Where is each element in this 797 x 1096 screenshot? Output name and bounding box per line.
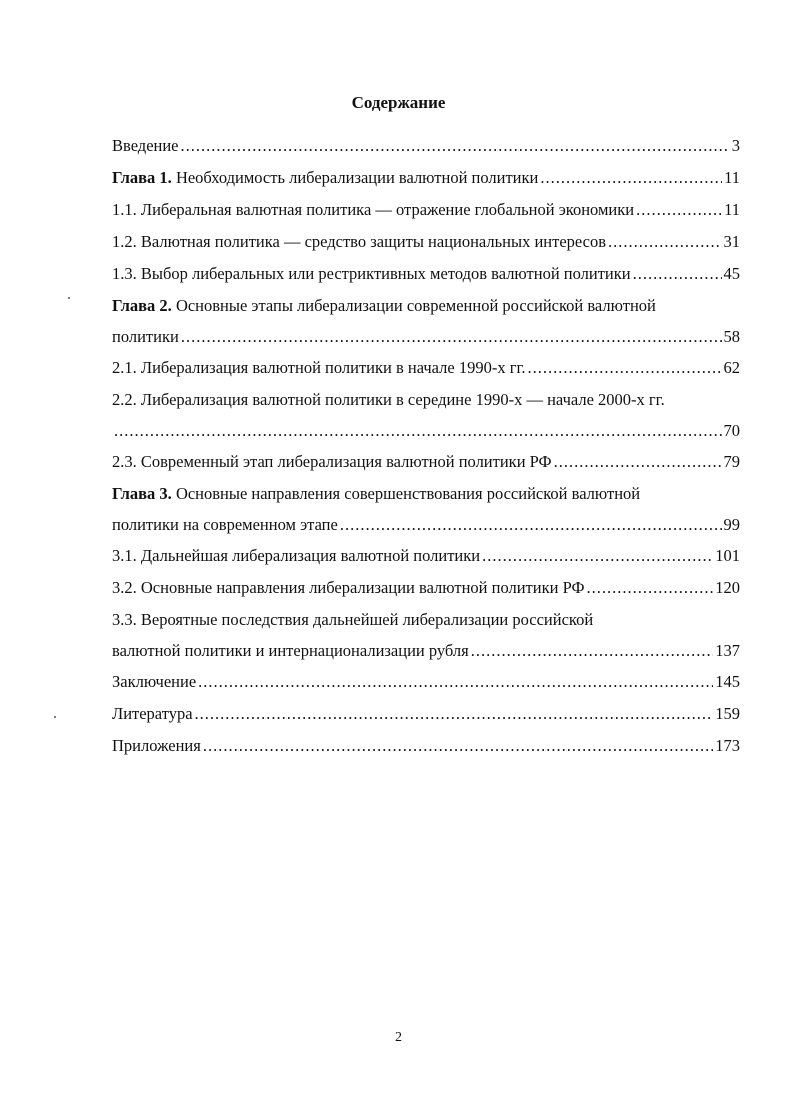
toc-entry-title: Литература [112, 704, 193, 723]
toc-entry-title: Заключение [112, 672, 197, 691]
toc-page-number: 58 [723, 327, 740, 346]
dot-leader [554, 446, 722, 478]
toc-entry[interactable] [112, 258, 740, 290]
toc-page-number: 70 [723, 421, 740, 440]
toc-page-number: 101 [715, 546, 740, 565]
toc-page-number: 99 [723, 515, 740, 534]
toc-entry-title: 3.3. Вероятные последствия дальнейшей либерализации российской [112, 610, 594, 629]
dot-leader [540, 162, 722, 194]
toc-entry[interactable] [112, 604, 740, 636]
toc-page-number: 11 [724, 200, 740, 219]
scan-speck [54, 716, 56, 718]
toc-page-number: 79 [723, 452, 740, 471]
toc-entry-continuation[interactable] [112, 416, 740, 446]
toc-page-number: 159 [715, 704, 740, 723]
toc-entry-title: 1.3. Выбор либеральных или рестриктивных методов валютной политики [112, 264, 631, 283]
dot-leader [340, 510, 722, 540]
toc-entry-title: 3.1. Дальнейшая либерализация валютной политики [112, 546, 481, 565]
toc-entry[interactable] [112, 130, 740, 162]
chapter-label: Глава 1. [112, 168, 172, 187]
scan-speck [68, 297, 70, 299]
toc-page-number: 120 [715, 578, 740, 597]
toc-entry-title: 1.2. Валютная политика — средство защиты национальных интересов [112, 232, 606, 251]
dot-leader [528, 352, 722, 384]
dot-leader [608, 226, 722, 258]
dot-leader [636, 194, 722, 226]
dot-leader [198, 666, 713, 698]
toc-entry-title-continued: валютной политики и интернационализации рубля [112, 641, 469, 660]
toc-entry-title: 2.2. Либерализация валютной политики в середине 1990-х — начале 2000-х гг. [112, 390, 665, 409]
toc-entry-title: Основные этапы либерализации современной российской валютной [171, 296, 656, 315]
toc-page-number: 45 [723, 264, 740, 283]
toc-entry-title-continued: политики на современном этапе [112, 515, 338, 534]
toc-entry[interactable] [112, 698, 740, 730]
dot-leader [114, 416, 722, 446]
dot-leader [471, 636, 714, 666]
toc-entry-title-continued: политики [112, 327, 179, 346]
toc-entry-title: Введение [112, 136, 179, 155]
dot-leader [195, 698, 714, 730]
toc-entry[interactable] [112, 478, 740, 510]
chapter-label: Глава 2. [112, 296, 172, 315]
dot-leader [633, 258, 722, 290]
toc-entry-title: 1.1. Либеральная валютная политика — отражение глобальной экономики [112, 200, 635, 219]
toc-entry-title: Основные направления совершенствования российской валютной [171, 484, 641, 503]
page-title: Содержание [351, 93, 446, 112]
toc-entry[interactable] [112, 666, 740, 698]
toc-entry[interactable] [112, 194, 740, 226]
dot-leader [203, 730, 713, 762]
toc-entry-title: 2.1. Либерализация валютной политики в начале 1990-х гг. [112, 358, 526, 377]
toc-entry[interactable] [112, 384, 740, 416]
toc-entry[interactable] [112, 290, 740, 322]
toc-entry[interactable] [112, 352, 740, 384]
page-number: 2 [395, 1030, 402, 1045]
table-of-contents [112, 130, 740, 762]
toc-entry[interactable] [112, 540, 740, 572]
toc-entry-continuation[interactable] [112, 322, 740, 352]
toc-entry[interactable] [112, 162, 740, 194]
toc-entry-continuation[interactable] [112, 510, 740, 540]
toc-page-number: 173 [715, 736, 740, 755]
toc-entry-title: Необходимость либерализации валютной политики [171, 168, 539, 187]
toc-entry-continuation[interactable] [112, 636, 740, 666]
dot-leader [482, 540, 713, 572]
toc-entry[interactable] [112, 226, 740, 258]
dot-leader [587, 572, 714, 604]
toc-page-number: 31 [723, 232, 740, 251]
dot-leader [181, 130, 730, 162]
toc-entry[interactable] [112, 446, 740, 478]
toc-page-number: 62 [723, 358, 740, 377]
toc-page-number: 137 [715, 641, 740, 660]
chapter-label: Глава 3. [112, 484, 172, 503]
toc-entry[interactable] [112, 572, 740, 604]
dot-leader [181, 322, 722, 352]
toc-entry-title: Приложения [112, 736, 201, 755]
toc-page-number: 3 [731, 136, 740, 155]
toc-entry-title: 3.2. Основные направления либерализации валютной политики РФ [112, 578, 585, 597]
toc-page-number: 11 [724, 168, 740, 187]
toc-entry-title: 2.3. Современный этап либерализация валютной политики РФ [112, 452, 552, 471]
toc-page-number: 145 [715, 672, 740, 691]
toc-entry[interactable] [112, 730, 740, 762]
